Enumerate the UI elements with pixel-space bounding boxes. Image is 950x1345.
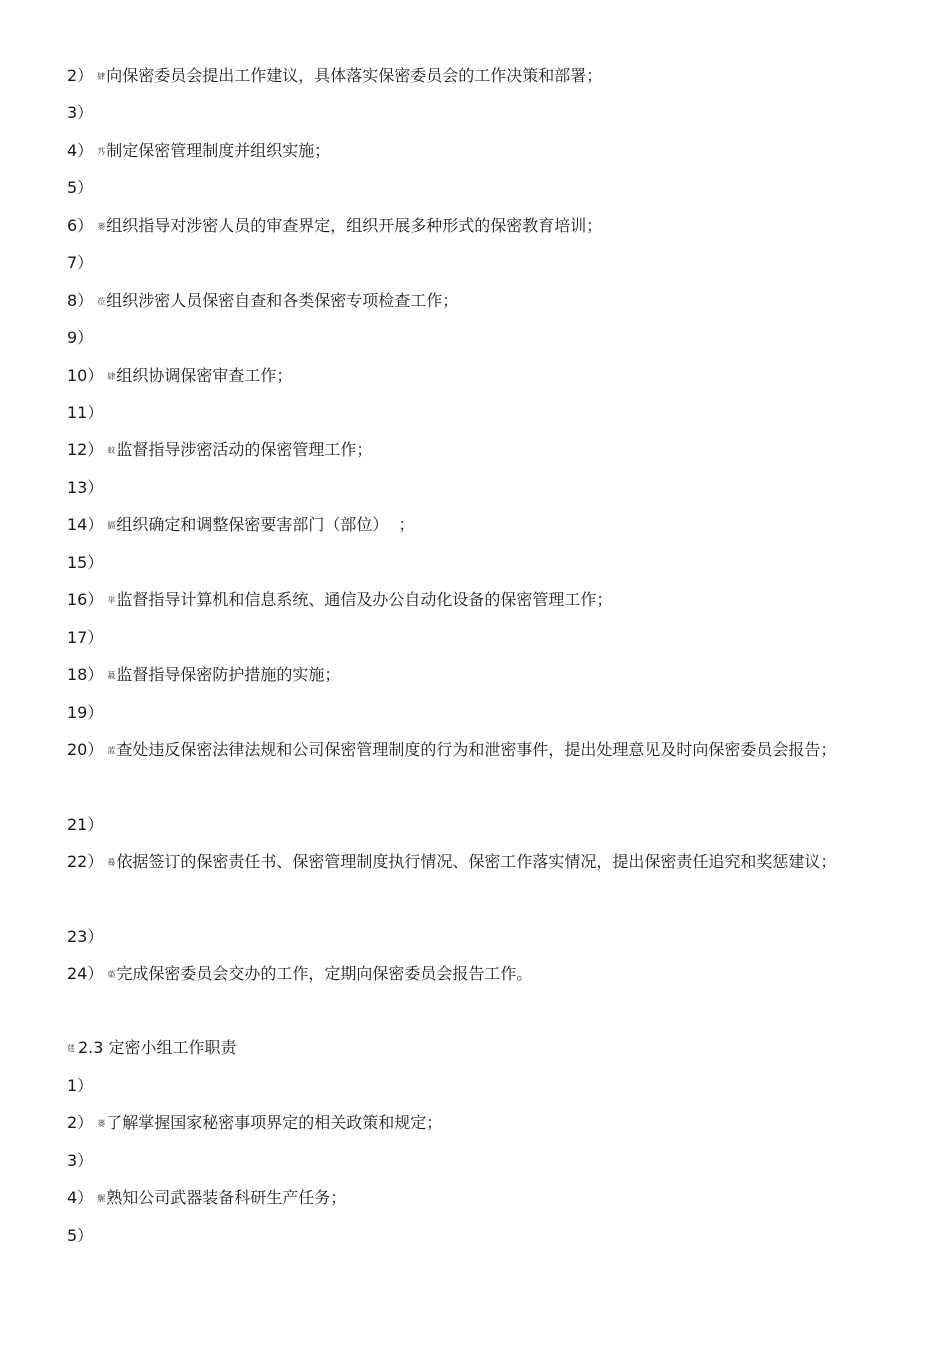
item-number: 7）: [67, 253, 94, 272]
item-mark: 蓦: [107, 858, 116, 867]
list-item: [67, 169, 847, 206]
list-item: [67, 244, 847, 281]
section-heading: [67, 1029, 847, 1067]
item-mark: 肄: [107, 372, 116, 381]
item-number: 3）: [67, 1151, 94, 1170]
item-mark: 艿: [97, 147, 106, 156]
item-number: 4）: [67, 141, 94, 160]
item-text: 组织涉密人员保密自查和各类保密专项检查工作；: [106, 291, 459, 310]
item-number: 1）: [67, 1076, 94, 1095]
item-number: 24）: [67, 964, 104, 983]
list-item: [67, 1142, 847, 1179]
item-text: 向保密委员会提出工作建议，具体落实保密委员会的工作决策和部署；: [106, 66, 603, 85]
item-number: 8）: [67, 291, 94, 310]
item-mark: 蕞: [107, 671, 116, 680]
item-number: 20）: [67, 740, 104, 759]
item-text: 查处违反保密法律法规和公司保密管理制度的行为和泄密事件，提出处理意见及时向保密委员会报告；: [116, 740, 837, 759]
item-mark: 蒅: [107, 970, 116, 979]
list-item: [67, 431, 847, 469]
item-number: 15）: [67, 553, 104, 572]
item-number: 9）: [67, 328, 94, 347]
item-text: 组织协调保密审查工作；: [116, 366, 293, 385]
item-number: 10）: [67, 366, 104, 385]
item-text: 组织指导对涉密人员的审查界定，组织开展多种形式的保密教育培训；: [106, 216, 603, 235]
list-item: [67, 1067, 847, 1104]
list-item: [67, 656, 847, 694]
item-text: 熟知公司武器装备科研生产任务；: [106, 1188, 347, 1207]
item-number: 2）: [67, 66, 94, 85]
item-mark: 莅: [97, 297, 106, 306]
item-number: 19）: [67, 703, 104, 722]
list-item: [67, 731, 847, 769]
list-item: [67, 581, 847, 619]
list-item: [67, 1179, 847, 1217]
heading-mark: 莛: [67, 1044, 75, 1053]
item-text: 制定保密管理制度并组织实施；: [106, 141, 331, 160]
list-item: [67, 57, 847, 95]
item-mark: 蒌: [97, 222, 106, 231]
item-mark: 蓝: [107, 746, 116, 755]
item-number: 2）: [67, 1113, 94, 1132]
item-number: 18）: [67, 665, 104, 684]
item-text: 依据签订的保密责任书、保密管理制度执行情况、保密工作落实情况，提出保密责任追究和奖惩建议；: [116, 852, 837, 871]
item-number: 11）: [67, 403, 104, 422]
item-number: 23）: [67, 927, 104, 946]
item-mark: 蒌: [97, 1119, 106, 1128]
list-item: [67, 619, 847, 656]
list-item: [67, 94, 847, 131]
item-number: 21）: [67, 815, 104, 834]
item-number: 13）: [67, 478, 104, 497]
list-item: [67, 394, 847, 431]
item-mark: 艉: [97, 1194, 106, 1203]
list-item: [67, 282, 847, 320]
list-item: [67, 843, 847, 881]
list-item: [67, 357, 847, 395]
list-item: [67, 544, 847, 581]
item-number: 12）: [67, 440, 104, 459]
list-item: [67, 469, 847, 506]
list-item: [67, 806, 847, 843]
item-text: 监督指导计算机和信息系统、通信及办公自动化设备的保密管理工作；: [116, 590, 613, 609]
item-number: 5）: [67, 178, 94, 197]
item-number: 4）: [67, 1188, 94, 1207]
list-item: [67, 319, 847, 356]
list-item: [67, 918, 847, 955]
list-item: [67, 955, 847, 993]
item-number: 5）: [67, 1226, 94, 1245]
item-mark: 膈: [107, 521, 116, 530]
item-mark: 芈: [107, 596, 116, 605]
item-mark: 蚊: [107, 446, 116, 455]
item-number: 22）: [67, 852, 104, 871]
item-mark: 肄: [97, 72, 106, 81]
item-text: 了解掌握国家秘密事项界定的相关政策和规定；: [106, 1113, 443, 1132]
list-item: [67, 506, 847, 544]
item-text: 监督指导保密防护措施的实施；: [116, 665, 341, 684]
item-number: 16）: [67, 590, 104, 609]
list-item: [67, 694, 847, 731]
list-item: [67, 207, 847, 245]
section-title: 2.3 定密小组工作职责: [78, 1038, 237, 1057]
item-text: 组织确定和调整保密要害部门（部位） ；: [116, 515, 415, 534]
item-number: 3）: [67, 103, 94, 122]
item-text: 完成保密委员会交办的工作，定期向保密委员会报告工作。: [116, 964, 533, 983]
item-number: 17）: [67, 628, 104, 647]
item-text: 监督指导涉密活动的保密管理工作；: [116, 440, 373, 459]
item-number: 14）: [67, 515, 104, 534]
list-item: [67, 1104, 847, 1142]
list-item: [67, 1217, 847, 1254]
list-item: [67, 132, 847, 170]
item-number: 6）: [67, 216, 94, 235]
